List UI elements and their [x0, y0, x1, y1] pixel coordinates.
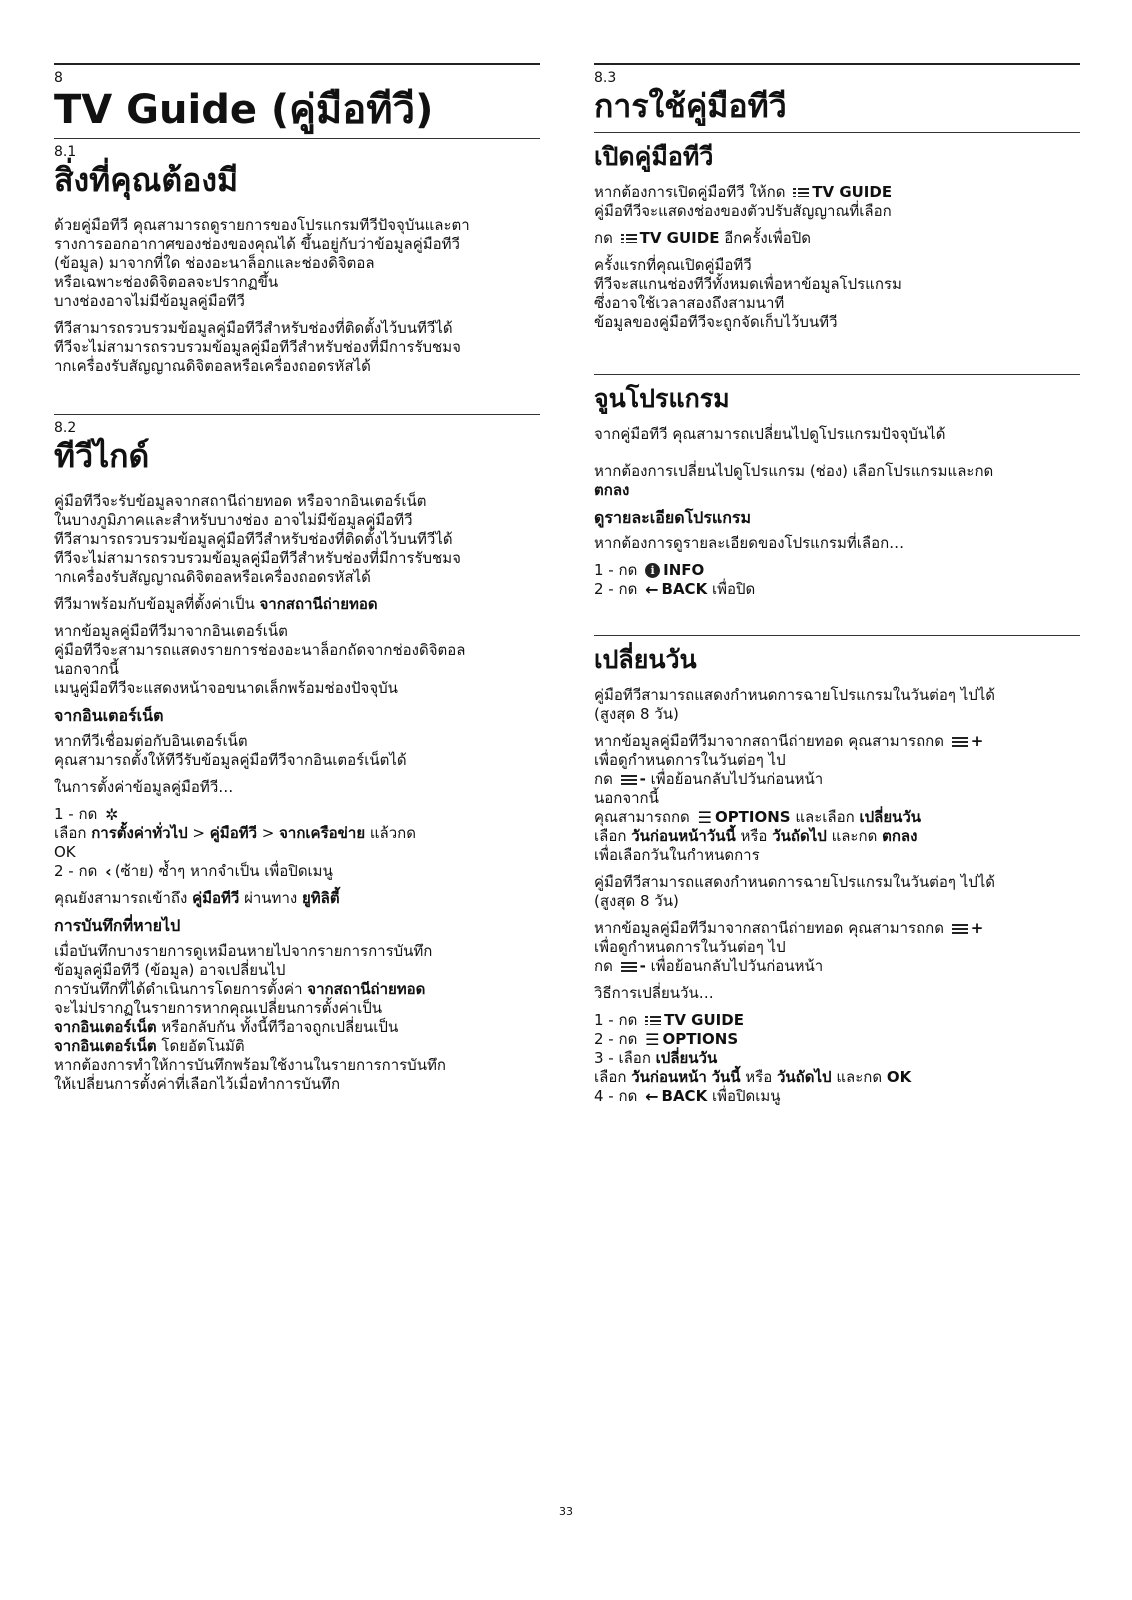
subheading-lost-recordings: การบันทึกที่หายไป — [54, 916, 181, 935]
paragraph: คู่มือทีวีสามารถแสดงกำหนดการฉายโปรแกรมในวันต่อๆ ไปได้ (สูงสุด 8 วัน) — [594, 873, 996, 910]
right-column — [594, 63, 1080, 1114]
heading-tune-program: จูนโปรแกรม — [594, 384, 730, 413]
options-icon: ☰ — [645, 1029, 660, 1049]
paragraph: คู่มือทีวีจะรับข้อมูลจากสถานีถ่ายทอด หรือจากอินเตอร์เน็ต ในบางภูมิภาคและสำหรับบางช่อง อาจไม่มีข้อมูลคู่มือทีวี ทีวีสามารถรวบรวมข้อมูลคู่มือทีวีสำหรับช่องที่ติดตั้งไว้บนทีวีได้ ทีวีจะไม่สามารถรวบรวมข้อมูลคู่มือทีวีสำหรับช่องที่มีการรับชมจ ากเครื่องรับสัญญาณดิจิตอลหรือเครื่องถอดรหัสได้ — [54, 492, 461, 586]
tv-guide-icon — [793, 188, 809, 197]
paragraph: กด TV GUIDE อีกครั้งเพื่อปิด — [594, 229, 812, 247]
left-column — [54, 63, 540, 1102]
back-arrow-icon: ← — [645, 579, 659, 599]
chapter-title: TV Guide (คู่มือทีวี) — [54, 87, 434, 133]
section-rule — [594, 63, 1080, 65]
paragraph: หากต้องการเปลี่ยนไปดูโปรแกรม (ช่อง) เลือกโปรแกรมและกด ตกลง — [594, 462, 994, 499]
steps-list — [54, 805, 540, 881]
step: 1 - กด i INFO — [594, 561, 705, 579]
paragraph: ทีวีสามารถรวบรวมข้อมูลคู่มือทีวีสำหรับช่องที่ติดตั้งไว้บนทีวีได้ ทีวีจะไม่สามารถรวบรวมข้อมูลคู่มือทีวีสำหรับช่องที่มีการรับชมจ ากเครื่องรับสัญญาณดิจิตอลหรือเครื่องถอดรหัสได้ — [54, 319, 461, 375]
step: 1 - กด ✲ — [54, 804, 119, 824]
subsection-rule — [594, 374, 1080, 375]
paragraph: หากต้องการดูรายละเอียดของโปรแกรมที่เลือก… — [594, 534, 905, 552]
step: 2 - กด ← BACK เพื่อปิด — [594, 579, 756, 599]
section-number: 8.1 — [54, 144, 77, 160]
paragraph: คู่มือทีวีสามารถแสดงกำหนดการฉายโปรแกรมในวันต่อๆ ไปได้ (สูงสุด 8 วัน) — [594, 686, 996, 723]
step: เลือก การตั้งค่าทั่วไป > คู่มือทีวี > จากเครือข่าย แล้วกด — [54, 824, 416, 842]
tv-guide-icon — [645, 1016, 661, 1025]
paragraph: หากข้อมูลคู่มือทีวีมาจากสถานีถ่ายทอด คุณสามารถกด + เพื่อดูกำหนดการในวันต่อๆ ไป กด - เพื่อย้อนกลับไปวันก่อนหน้า — [594, 919, 984, 975]
gear-icon: ✲ — [105, 804, 119, 824]
paragraph: ด้วยคู่มือทีวี คุณสามารถดูรายการของโปรแกรมทีวีปัจจุบันและตา รางการออกอากาศของช่องของคุณได้ ขึ้นอยู่กับว่าข้อมูลคู่มือทีวี (ข้อมูล) มาจากที่ใด ช่องอะนาล็อกและช่องดิจิตอล หรือเฉพาะช่องดิจิตอลจะปรากฏขึ้น บางช่องอาจไม่มีข้อมูลคู่มือทีวี — [54, 216, 470, 310]
chapter-number: 8 — [54, 70, 63, 86]
paragraph: คุณยังสามารถเข้าถึง คู่มือทีวี ผ่านทาง ยูทิลิตี้ — [54, 889, 340, 907]
section-number: 8.2 — [54, 420, 77, 436]
paragraph: ทีวีมาพร้อมกับข้อมูลที่ตั้งค่าเป็น จากสถานีถ่ายทอด — [54, 595, 378, 613]
section-title: สิ่งที่คุณต้องมี — [54, 161, 239, 199]
list-icon — [621, 962, 637, 972]
list-icon — [952, 737, 968, 747]
paragraph: หากข้อมูลคู่มือทีวีมาจากสถานีถ่ายทอด คุณสามารถกด + เพื่อดูกำหนดการในวันต่อๆ ไป กด - เพื่อย้อนกลับไปวันก่อนหน้า นอกจากนี้ คุณสามารถกด ☰ OPTIONS และเลือก เปลี่ยนวัน เลือก วันก่อนหน้าวันนี้ หรือ วันถัดไป และกด ตกลง เพื่อเลือกวันในกำหนดการ — [594, 732, 984, 864]
paragraph: จากคู่มือทีวี คุณสามารถเปลี่ยนไปดูโปรแกรมปัจจุบันได้ — [594, 425, 946, 443]
subsection-rule — [594, 132, 1080, 133]
subsection-rule — [594, 635, 1080, 636]
list-icon — [621, 775, 637, 785]
section-rule — [54, 138, 540, 139]
paragraph: ครั้งแรกที่คุณเปิดคู่มือทีวี ทีวีจะสแกนช่องทีวีทั้งหมดเพื่อหาข้อมูลโปรแกรม ซึ่งอาจใช้เวลาสองถึงสามนาที ข้อมูลของคู่มือทีวีจะถูกจัดเก็บไว้บนทีวี — [594, 256, 902, 331]
chapter-rule — [54, 63, 540, 65]
subheading-internet: จากอินเตอร์เน็ต — [54, 706, 164, 725]
paragraph: หากข้อมูลคู่มือทีวีมาจากอินเตอร์เน็ต คู่มือทีวีจะสามารถแสดงรายการช่องอะนาล็อกถัดจากช่องดิจิตอล นอกจากนี้ เมนูคู่มือทีวีจะแสดงหน้าจอขนาดเล็กพร้อมช่องปัจจุบัน — [54, 622, 466, 697]
info-icon: i — [645, 563, 660, 578]
section-title: การใช้คู่มือทีวี — [594, 87, 787, 125]
page-number: 33 — [559, 1505, 573, 1518]
heading-open-guide: เปิดคู่มือทีวี — [594, 142, 714, 171]
section-rule — [54, 414, 540, 415]
step: เลือก วันก่อนหน้า วันนี้ หรือ วันถัดไป และกด OK — [594, 1068, 912, 1086]
list-icon — [952, 924, 968, 934]
steps-list — [594, 561, 1080, 599]
paragraph: วิธีการเปลี่ยนวัน… — [594, 984, 714, 1002]
steps-list — [594, 1011, 1080, 1106]
paragraph: หากทีวีเชื่อมต่อกับอินเตอร์เน็ต คุณสามารถตั้งให้ทีวีรับข้อมูลคู่มือทีวีจากอินเตอร์เน็ตได้ — [54, 732, 407, 769]
paragraph: เมื่อบันทึกบางรายการดูเหมือนหายไปจากรายการการบันทึก ข้อมูลคู่มือทีวี (ข้อมูล) อาจเปลี่ยนไป การบันทึกที่ได้ดำเนินการโดยการตั้งค่า จากสถานีถ่ายทอด จะไม่ปรากฏในรายการหากคุณเปลี่ยนการตั้งค่าเป็น จากอินเตอร์เน็ต หรือกลับกัน ทั้งนี้ทีวีอาจถูกเปลี่ยนเป็น จากอินเตอร์เน็ต โดยอัตโนมัติ หากต้องการทำให้การบันทึกพร้อมใช้งานในรายการการบันทึก ให้เปลี่ยนการตั้งค่าที่เลือกไว้เมื่อทำการบันทึก — [54, 942, 446, 1093]
step: 1 - กด TV GUIDE — [594, 1011, 744, 1029]
step: 4 - กด ← BACK เพื่อปิดเมนู — [594, 1086, 781, 1106]
back-arrow-icon: ← — [645, 1086, 659, 1106]
section-title: ทีวีไกด์ — [54, 437, 150, 475]
step: 3 - เลือก เปลี่ยนวัน — [594, 1049, 718, 1067]
step: 2 - กด ☰ OPTIONS — [594, 1029, 739, 1049]
paragraph: ในการตั้งค่าข้อมูลคู่มือทีวี… — [54, 778, 234, 796]
tv-guide-icon — [621, 234, 637, 243]
subheading-program-details: ดูรายละเอียดโปรแกรม — [594, 508, 752, 527]
options-icon: ☰ — [697, 807, 712, 827]
paragraph: หากต้องการเปิดคู่มือทีวี ให้กด TV GUIDE คู่มือทีวีจะแสดงช่องของตัวปรับสัญญาณที่เลือก — [594, 183, 893, 220]
step: 2 - กด ‹ (ซ้าย) ซ้ำๆ หากจำเป็น เพื่อปิดเมนู — [54, 861, 333, 881]
step: OK — [54, 843, 76, 861]
chevron-left-icon: ‹ — [105, 861, 112, 881]
heading-change-day: เปลี่ยนวัน — [594, 645, 697, 674]
section-number: 8.3 — [594, 70, 617, 86]
